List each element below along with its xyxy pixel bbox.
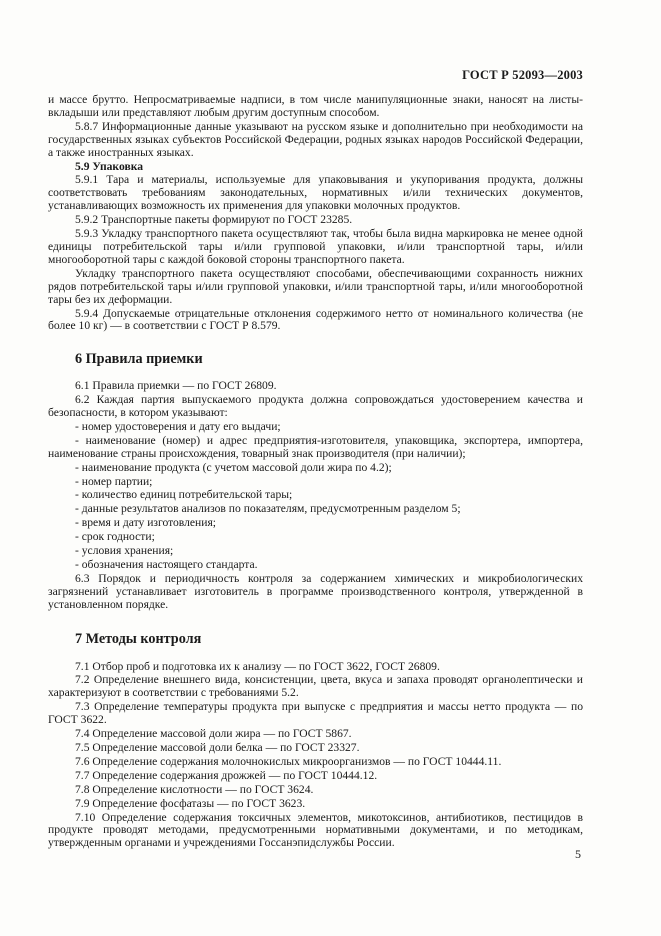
paragraph: 7.4 Определение массовой доли жира — по ГОСТ 5867. (75, 727, 352, 741)
paragraph: 7.1 Отбор проб и подготовка их к анализу — по ГОСТ 3622, ГОСТ 26809. (75, 659, 440, 673)
paragraph: 7.10 Определение содержания токсичных элементов, микотоксинов, антибиотиков, пестицидов в продукте проводят методами, предусмотренными нормативными документами, и по методикам, утвержденным органами и учреждениями Госсанэпидслужбы России. (48, 810, 583, 850)
paragraph: 6.3 Порядок и периодичность контроля за содержанием химических и микробиологических загрязнений устанавливает изготовитель в программе производственного контроля, утвержденной в установленном порядке. (48, 571, 583, 611)
document-header: ГОСТ Р 52093—2003 (462, 68, 583, 82)
paragraph: - количество единиц потребительской тары; (75, 488, 293, 502)
paragraph: - номер удостоверения и дату его выдачи; (75, 419, 281, 433)
paragraph: и массе брутто. Непросматриваемые надписи, в том числе манипуляционные знаки, наносят на листы-вкладыши или представляют любым другим доступным способом. (48, 93, 583, 119)
paragraph: - данные результатов анализов по показателям, предусмотренным разделом 5; (75, 502, 461, 516)
document-body (48, 94, 583, 851)
paragraph: 7.7 Определение содержания дрожжей — по ГОСТ 10444.12. (75, 768, 378, 782)
paragraph: - обозначения настоящего стандарта. (75, 558, 258, 571)
paragraph: - условия хранения; (75, 544, 174, 558)
paragraph: - номер партии; (75, 474, 153, 488)
paragraph: 7.3 Определение температуры продукта при выпуске с предприятия и массы нетто продукта — по ГОСТ 3622. (48, 700, 583, 727)
paragraph: 7.5 Определение массовой доли белка — по ГОСТ 23327. (75, 740, 360, 754)
section-heading: 6 Правила приемки (75, 351, 203, 368)
paragraph: 5.9.4 Допускаемые отрицательные отклонения содержимого нетто от номинального количества (не более 10 кг) — в соответствии с ГОСТ Р 8.579. (48, 306, 583, 333)
paragraph: 7.2 Определение внешнего вида, консистенции, цвета, вкуса и запаха проводят органолептически и характеризуют в соответствии с требованиями 5.2. (48, 673, 583, 700)
paragraph: 5.9.1 Тара и материалы, используемые для упаковывания и укупоривания продукта, должны соответствовать требованиям законодательных, нормативных и/или технических документов, устанавливающих возможность их применения для упаковки молочных продуктов. (48, 173, 583, 213)
page-number: 5 (575, 847, 581, 861)
subsection-heading: 5.9 Упаковка (75, 159, 144, 173)
paragraph: 6.1 Правила приемки — по ГОСТ 26809. (75, 379, 277, 393)
paragraph: 7.8 Определение кислотности — по ГОСТ 3624. (75, 782, 314, 796)
paragraph: - время и дату изготовления; (75, 516, 217, 530)
paragraph: - наименование продукта (с учетом массовой доли жира по 4.2); (75, 460, 392, 474)
paragraph: 7.9 Определение фосфатазы — по ГОСТ 3623. (75, 796, 306, 810)
paragraph: 5.9.3 Укладку транспортного пакета осуществляют так, чтобы была видна маркировка не менее одной единицы потребительской тары и/или групповой упаковки, и/или транспортной тары, и/или многооборотной тары с каждой боковой стороны транспортного пакета. (48, 227, 583, 266)
paragraph: 6.2 Каждая партия выпускаемого продукта должна сопровождаться удостоверением качества и безопасности, в котором указывают: (48, 393, 583, 420)
paragraph: 5.8.7 Информационные данные указывают на русском языке и дополнительно при необходимости на государственных языках субъектов Российской Федерации, родных языках народов Российской Федерации, а также иностранных языках. (48, 119, 583, 159)
paragraph: - срок годности; (75, 530, 155, 544)
paragraph: 7.6 Определение содержания молочнокислых микроорганизмов — по ГОСТ 10444.11. (75, 754, 502, 768)
section-heading: 7 Методы контроля (75, 630, 202, 647)
paragraph: - наименование (номер) и адрес предприятия-изготовителя, упаковщика, экспортера, импортера, наименование страны происхождения, товарный знак производителя (при наличии); (48, 433, 583, 460)
paragraph: Укладку транспортного пакета осуществляют способами, обеспечивающими сохранность нижних рядов потребительской тары и/или групповой упаковки, и/или транспортной тары, и/или многооборотной тары без их деформации. (48, 266, 583, 306)
paragraph: 5.9.2 Транспортные пакеты формируют по ГОСТ 23285. (75, 213, 353, 227)
